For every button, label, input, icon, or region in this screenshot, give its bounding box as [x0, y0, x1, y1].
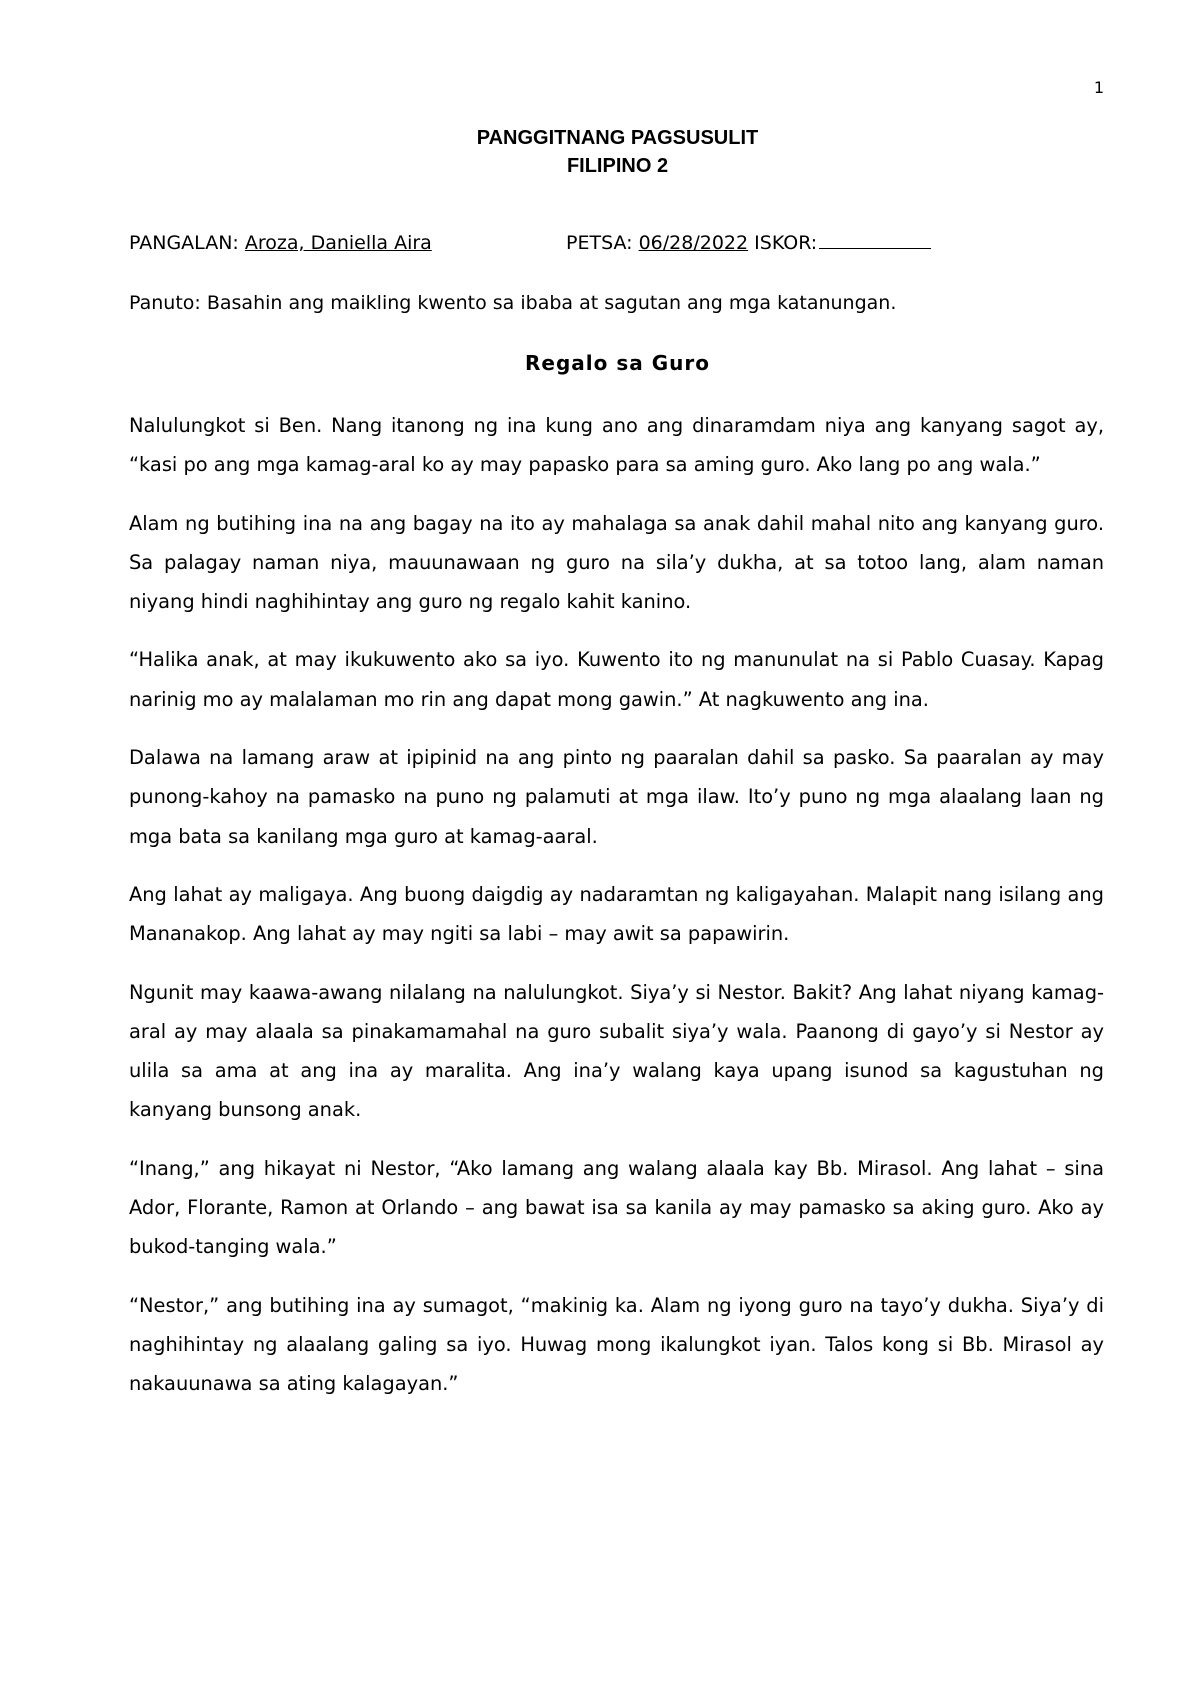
story-paragraph: Nalulungkot si Ben. Nang itanong ng ina kung ano ang dinaramdam niya ang kanyang sagot ay, “kasi po ang mga kamag-aral ko ay may papasko para sa aming guro. Ako lang po ang wala.”	[129, 414, 1104, 477]
date-label: PETSA:	[566, 232, 639, 254]
story-title: Regalo sa Guro	[525, 351, 710, 375]
story-paragraph: Ngunit may kaawa-awang nilalang na nalulungkot. Siya’y si Nestor. Bakit? Ang lahat niyang kamag-aral ay may alaala sa pinakamamahal na guro subalit siya’y wala. Paanong di gayo’y si Nestor ay ulila sa ama at ang ina ay maralita. Ang ina’y walang kaya upang isunod sa kagustuhan ng kanyang bunsong anak.	[129, 980, 1104, 1122]
story-paragraph: Dalawa na lamang araw at ipipinid na ang pinto ng paaralan dahil sa pasko. Sa paaralan ay may punong-kahoy na pamasko na puno ng palamuti at mga ilaw. Ito’y puno ng mga alaalang laan ng mga bata sa kanilang mga guro at kamag-aaral.	[129, 746, 1104, 848]
date-score-group	[566, 232, 931, 254]
story-body	[129, 406, 1104, 1423]
story-paragraph: “Inang,” ang hikayat ni Nestor, “Ako lamang ang walang alaala kay Bb. Mirasol. Ang lahat – sina Ador, Florante, Ramon at Orlando – ang bawat isa sa kanila ay may pamasko sa aking guro. Ako ay bukod-tanging wala.”	[129, 1156, 1104, 1259]
exam-title: PANGGITNANG PAGSUSULIT	[476, 127, 759, 149]
page-number: 1	[1093, 78, 1104, 97]
instruction-text: Panuto: Basahin ang maikling kwento sa ibaba at sagutan ang mga katanungan.	[129, 292, 897, 314]
name-value: Aroza, Daniella Aira	[244, 232, 432, 254]
story-paragraph: Ang lahat ay maligaya. Ang buong daigdig ay nadaramtan ng kaligayahan. Malapit nang isilang ang Mananakop. Ang lahat ay may ngiti sa labi – may awit sa papawirin.	[129, 882, 1104, 946]
score-blank	[819, 232, 931, 249]
story-paragraph: “Nestor,” ang butihing ina ay sumagot, “makinig ka. Alam ng iyong guro na tayo’y dukha. Siya’y di naghihintay ng alaalang galing sa iyo. Huwag mong ikalungkot iyan. Talos kong si Bb. Mirasol ay nakauunawa sa ating kalagayan.”	[129, 1293, 1104, 1396]
subject-title: FILIPINO 2	[566, 155, 669, 177]
score-label: ISKOR:	[748, 232, 818, 254]
date-value: 06/28/2022	[638, 232, 749, 254]
story-paragraph: “Halika anak, at may ikukuwento ako sa iyo. Kuwento ito ng manunulat na si Pablo Cuasay. Kapag narinig mo ay malalaman mo rin ang dapat mong gawin.” At nagkuwento ang ina.	[129, 648, 1104, 711]
name-label: PANGALAN:	[129, 232, 245, 254]
story-paragraph: Alam ng butihing ina na ang bagay na ito ay mahalaga sa anak dahil mahal nito ang kanyang guro. Sa palagay naman niya, mauunawaan ng guro na sila’y dukha, at sa totoo lang, alam naman niyang hindi naghihintay ang guro ng regalo kahit kanino.	[129, 511, 1104, 614]
document-heading	[0, 124, 1200, 180]
student-info-line	[129, 232, 818, 254]
